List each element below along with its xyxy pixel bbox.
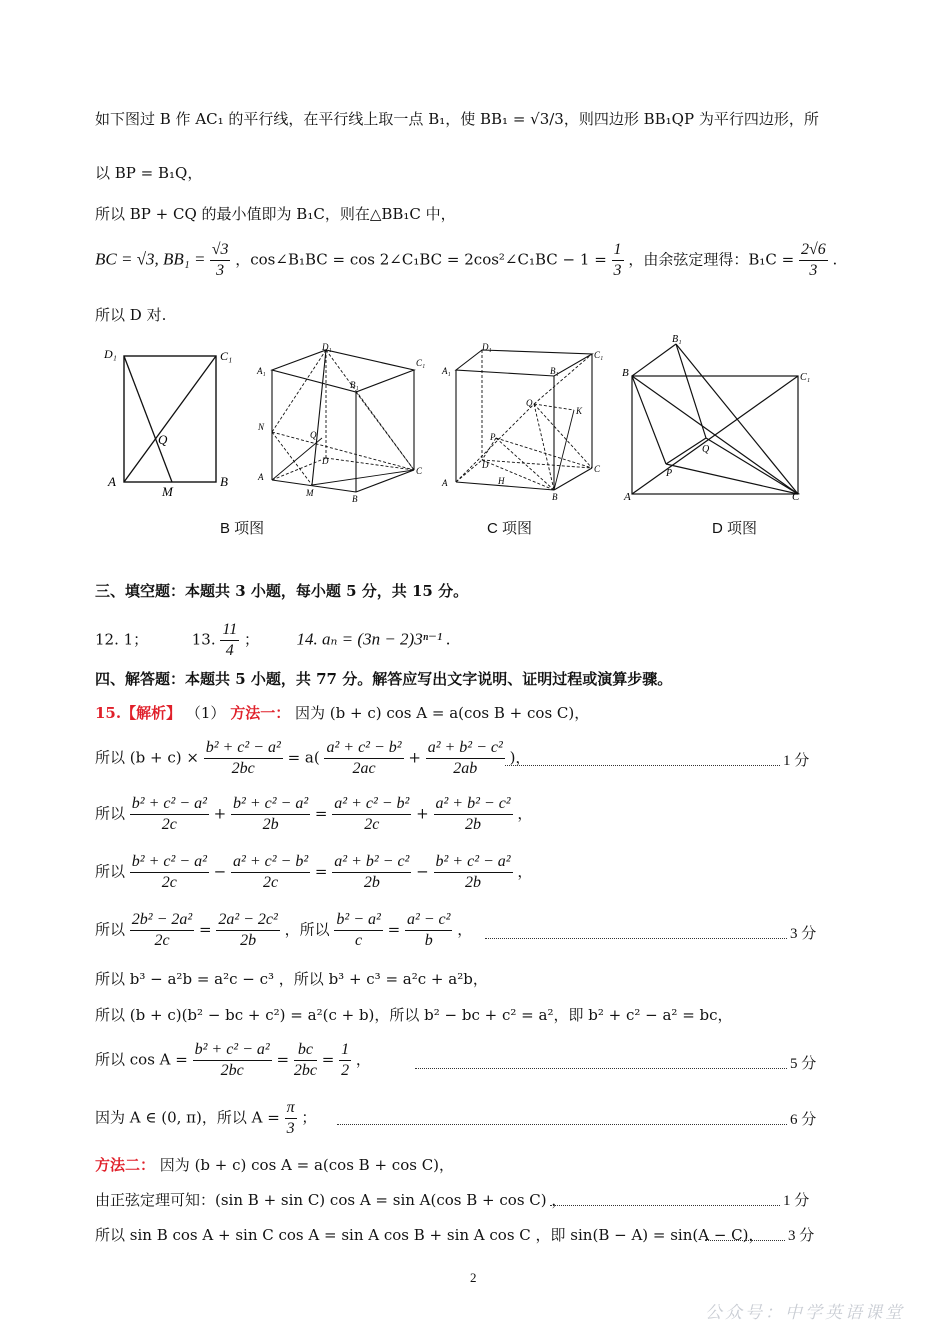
dotted-leader	[485, 938, 787, 939]
svg-text:B₁: B₁	[350, 380, 359, 390]
score-1: 1 分	[783, 753, 810, 769]
fraction: $\frac{11}{4}$	[222, 621, 238, 659]
svg-text:N: N	[258, 422, 265, 432]
svg-text:P: P	[666, 468, 673, 479]
svg-text:B: B	[622, 367, 629, 379]
dotted-leader	[415, 1068, 787, 1069]
step-2: 所以 $\frac{\text{b² + c² − a²}}{2c}$ + $\frac{\text{b² + c² − a²}}{2b}$ = $\frac{\text{a² + c² − b²}}{2c}$ + $\frac{\text{a² + b² − c²}}{2b}$ ，	[95, 795, 533, 833]
svg-text:C: C	[594, 464, 601, 474]
score-m1: 1 分	[783, 1193, 810, 1209]
caption-b: B 项图	[220, 520, 265, 537]
svg-text:B₁: B₁	[550, 366, 559, 376]
svg-text:D₁: D₁	[482, 342, 492, 352]
step-6: 所以 (b + c)(b² − bc + c²) = a²(c + b)，所以 b² − bc + c² = a²，即 b² + c² − a² = bc，	[95, 1006, 733, 1024]
label-b: B	[220, 474, 228, 489]
svg-text:C₁: C₁	[800, 372, 811, 383]
label-q: Q	[158, 432, 168, 447]
step-1: 所以 (b + c) × $\frac{\text{b² + c² − a²}}{2bc}$ = a( $\frac{\text{a² + c² − b²}}{2ac}$ + $\frac{\text{a² + b² − c²}}{2ab}$ )，	[95, 739, 531, 777]
svg-text:P: P	[490, 432, 496, 442]
caption-c: C 项图	[487, 520, 533, 537]
score-m2: 3 分	[788, 1228, 815, 1244]
watermark: 公众号：中学英语课堂	[705, 1303, 905, 1323]
svg-text:Q: Q	[526, 398, 533, 408]
svg-text:H: H	[498, 476, 505, 486]
svg-text:A: A	[442, 478, 448, 488]
svg-text:D: D	[322, 456, 329, 466]
score-5: 5 分	[790, 1056, 817, 1072]
figure-b-rectangle	[100, 340, 240, 500]
text-line-4: BC = √3, BB₁ = $\frac{√3}{3}$ ，cos∠B₁BC = cos 2∠C₁BC = 2cos²∠C₁BC − 1 = $\frac{1}{3}$ ，由余弦定理得：B₁C = $\frac{2√6}{3}$ .	[95, 241, 838, 279]
section-3-heading: 三、填空题：本题共 3 小题，每小题 5 分，共 15 分。	[95, 582, 469, 600]
svg-text:C₁: C₁	[416, 358, 426, 368]
fraction: $\frac{1}{3}$	[613, 241, 622, 279]
text-line-2: 以 BP = B₁Q，	[95, 164, 203, 182]
q15-heading: 15.【解析】 （1） 方法一： 因为 (b + c) cos A = a(cos B + cos C)，	[95, 704, 590, 722]
dotted-leader	[550, 1205, 780, 1206]
fraction: $\frac{√3}{3}$	[211, 241, 229, 279]
svg-text:A: A	[258, 472, 264, 482]
text-line-1: 如下图过 B 作 AC₁ 的平行线，在平行线上取一点 B₁，使 BB₁ = √3/3，则四边形 BB₁QP 为平行四边形，所	[95, 110, 819, 128]
step-8: 因为 A ∈ (0, π)，所以 A = $\frac{\pi}{3}$ ；	[95, 1099, 317, 1137]
fill-answers: 12. 1； 13. $\frac{11}{4}$ ； 14. aₙ = (3n − 2)3ⁿ⁻¹ .	[95, 621, 451, 659]
svg-text:A: A	[624, 491, 631, 503]
label-a: A	[108, 474, 116, 489]
figure-b-cube	[252, 340, 432, 508]
fraction: $\frac{2√6}{3}$	[800, 241, 826, 279]
caption-d: D 项图	[712, 520, 758, 537]
svg-text:C: C	[416, 466, 423, 476]
svg-text:Q: Q	[310, 430, 317, 440]
dotted-leader	[337, 1124, 787, 1125]
dotted-leader	[705, 1240, 785, 1241]
step-5: 所以 b³ − a²b = a²c − c³ ，所以 b³ + c³ = a²c + a²b，	[95, 970, 488, 988]
score-6: 6 分	[790, 1112, 817, 1128]
svg-text:M: M	[306, 488, 314, 498]
svg-text:Q: Q	[702, 444, 710, 455]
step-7: 所以 cos A = $\frac{\text{b² + c² − a²}}{2bc}$ = $\frac{bc}{2bc}$ = $\frac{1}{2}$ ，	[95, 1041, 371, 1079]
svg-text:D₁: D₁	[322, 342, 332, 352]
svg-text:B: B	[352, 494, 358, 504]
figure-c-cube	[438, 340, 616, 508]
svg-text:D: D	[482, 460, 489, 470]
svg-text:K: K	[576, 406, 583, 416]
svg-text:C₁: C₁	[594, 350, 604, 360]
text-line-3: 所以 BP + CQ 的最小值即为 B₁C，则在△BB₁C 中，	[95, 205, 456, 223]
step-4: 所以 $\frac{\text{2b² − 2a²}}{2c}$ = $\frac{\text{2a² − 2c²}}{2b}$ ，所以 $\frac{\text{b² − a²}}{c}$ = $\frac{\text{a² − c²}}{b}$ ，	[95, 911, 473, 949]
dotted-leader	[505, 765, 780, 766]
svg-text:B₁: B₁	[672, 334, 682, 345]
svg-text:A₁: A₁	[442, 366, 451, 376]
label-m: M	[162, 484, 173, 499]
figure-d-plane	[620, 330, 816, 508]
method-2-step-1: 由正弦定理可知：(sin B + sin C) cos A = sin A(cos B + cos C) ，	[95, 1191, 567, 1209]
score-3: 3 分	[790, 926, 817, 942]
label-d1: D₁	[104, 347, 117, 361]
svg-text:B: B	[552, 492, 558, 502]
svg-text:C: C	[792, 491, 800, 503]
section-4-heading: 四、解答题：本题共 5 小题，共 77 分。解答应写出文字说明、证明过程或演算步骤。	[95, 670, 673, 688]
method-2-heading: 方法二： 因为 (b + c) cos A = a(cos B + cos C)，	[95, 1156, 455, 1174]
text-line-5: 所以 D 对.	[95, 306, 167, 324]
page-number: 2	[470, 1270, 477, 1285]
step-3: 所以 $\frac{\text{b² + c² − a²}}{2c}$ − $\frac{\text{a² + c² − b²}}{2c}$ = $\frac{\text{a² + b² − c²}}{2b}$ − $\frac{\text{b² + c² − a²}}{2b}$ ，	[95, 853, 533, 891]
svg-text:A₁: A₁	[257, 366, 266, 376]
method-2-step-2: 所以 sin B cos A + sin C cos A = sin A cos B + sin A cos C ，即 sin(B − A) = sin(A − C)，	[95, 1226, 764, 1244]
label-c1: C₁	[220, 349, 233, 363]
